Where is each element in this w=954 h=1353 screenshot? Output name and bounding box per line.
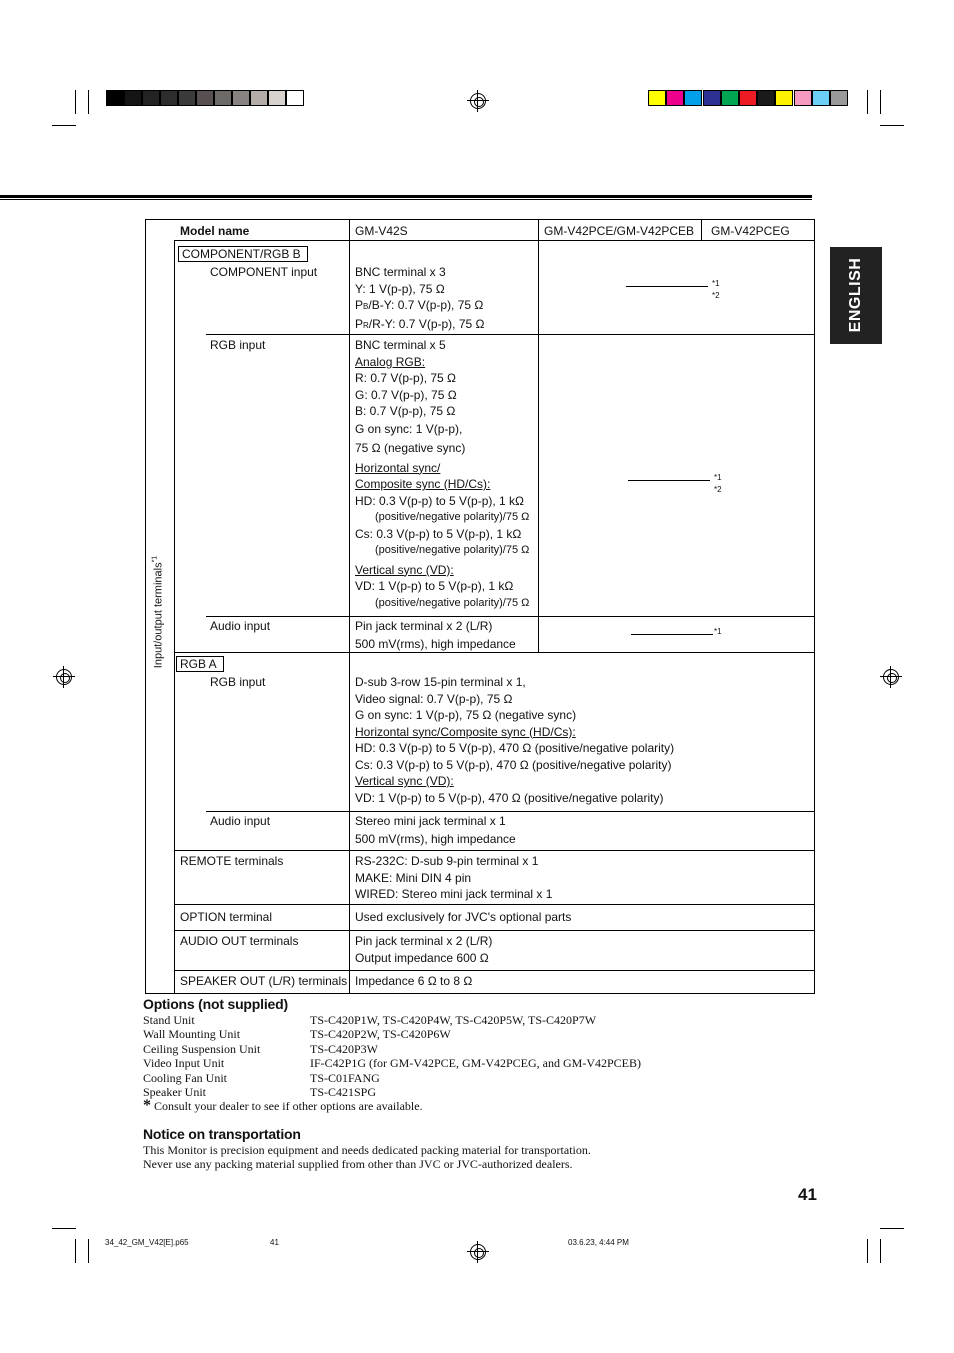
grayscale-swatch (250, 90, 268, 106)
options-list (143, 1013, 641, 1114)
option-label: OPTION terminal (180, 910, 273, 924)
transport-text: This Monitor is precision equipment and needs dedicated packing material for transportation. Never use any packing material supplied from other than JVC or JVC-authorized dealers. (143, 1143, 591, 1172)
note-rgb-b-2: *2 (714, 485, 722, 494)
grayscale-swatch (142, 90, 160, 106)
rgb-b-input-label: RGB input (210, 338, 266, 352)
note-component-1: *1 (712, 279, 720, 288)
header-model-name: Model name (180, 224, 250, 238)
rgb-a-spec: D-sub 3-row 15-pin terminal x 1, Video signal: 0.7 V(p-p), 75 Ω G on sync: 1 V(p-p), 75 Ω (negative sync) Horizontal sync/Composite sync (HD/Cs): HD: 0.3 V(p-p) to 5 V(p-p), 470 Ω (positive/negative polarity) Cs: 0.3 V(p-p) to 5 V(p-p), 470 Ω (positive/negative polarity) Vertical sync (VD): VD: 1 V(p-p) to 5 V(p-p), 470 Ω (positive/negative polarity) (355, 675, 675, 805)
grayscale-swatch (178, 90, 196, 106)
same-as-stub-rgb-b (628, 480, 710, 481)
grayscale-swatch (124, 90, 142, 106)
grayscale-swatch (214, 90, 232, 106)
vertical-label (152, 556, 165, 668)
rgb-a-label: RGB A (176, 656, 224, 673)
color-swatch (775, 90, 793, 106)
color-swatch (703, 90, 721, 106)
header-rule-thin (0, 199, 812, 200)
rgb-a-input-label: RGB input (210, 675, 266, 689)
audio-a-input-label: Audio input (210, 814, 271, 828)
footer-file: 34_42_GM_V42[E].p65 (105, 1238, 189, 1247)
color-swatch (812, 90, 830, 106)
color-swatch (794, 90, 812, 106)
audio-out-spec: Pin jack terminal x 2 (L/R) Output impedance 600 Ω (355, 934, 493, 965)
options-heading: Options (not supplied) (143, 996, 288, 1012)
registration-mark-left (56, 669, 72, 685)
options-footnote: * Consult your dealer to see if other options are available. (143, 1097, 423, 1115)
color-swatch (721, 90, 739, 106)
page-number: 41 (798, 1185, 817, 1204)
footer-date: 03.6.23, 4:44 PM (568, 1238, 629, 1247)
speaker-label: SPEAKER OUT (L/R) terminals (180, 974, 348, 988)
audio-b-input-label: Audio input (210, 619, 271, 633)
component-spec: BNC terminal x 3 Y: 1 V(p-p), 75 Ω PB/B-Y: 0.7 V(p-p), 75 Ω PR/R-Y: 0.7 V(p-p), 75 Ω (355, 265, 485, 331)
audio-out-label: AUDIO OUT terminals (180, 934, 299, 948)
footer-page: 41 (270, 1238, 279, 1247)
color-swatch (648, 90, 666, 106)
note-rgb-b-1: *1 (714, 473, 722, 482)
option-item: Cooling Fan Unit TS-C01FANG (143, 1070, 380, 1085)
grayscale-swatch (106, 90, 124, 106)
note-audio-b-1: *1 (714, 627, 722, 636)
color-swatch (757, 90, 775, 106)
note-component-2: *2 (712, 291, 720, 300)
grayscale-swatch (286, 90, 304, 106)
component-rgb-b-label: COMPONENT/RGB B (178, 246, 308, 263)
color-swatch (739, 90, 757, 106)
rgb-b-spec: BNC terminal x 5 Analog RGB: R: 0.7 V(p-p), 75 Ω G: 0.7 V(p-p), 75 Ω B: 0.7 V(p-p), 75 Ω G on sync: 1 V(p-p), 75 Ω (negative sync) Horizontal sync/ Composite sync (HD/Cs): HD: 0.3 V(p-p) to 5 V(p-p), 1 kΩ (positive/negative polarity)/75 Ω Cs: 0.3 V(p-p) to 5 V(p-p), 1 kΩ (positive/negative polarity)/75 Ω Vertical sync (VD): VD: 1 V(p-p) to 5 V(p-p), 1 kΩ (positive/negative polarity)/75 Ω (355, 338, 530, 609)
grayscale-swatch (232, 90, 250, 106)
option-item: Speaker Unit TS-C421SPG (143, 1085, 377, 1100)
header-gm-v42pceg: GM-V42PCEG (711, 224, 790, 238)
option-item: Video Input Unit IF-C42P1G (for GM-V42PCE, GM-V42PCEG, and GM-V42PCEB) (143, 1056, 642, 1071)
option-spec: Used exclusively for JVC's optional parts (355, 910, 572, 924)
option-item: Wall Mounting Unit TS-C420P2W, TS-C420P6W (143, 1027, 451, 1042)
header-rule (0, 195, 812, 198)
audio-a-spec: Stereo mini jack terminal x 1 500 mV(rms), high impedance (355, 814, 516, 846)
component-input-label: COMPONENT input (210, 265, 318, 279)
remote-spec: RS-232C: D-sub 9-pin terminal x 1 MAKE: Mini DIN 4 pin WIRED: Stereo mini jack terminal x 1 (355, 854, 553, 901)
registration-mark-right (883, 669, 899, 685)
same-as-stub-component (626, 286, 708, 287)
registration-mark-top (470, 93, 486, 109)
grayscale-swatch (196, 90, 214, 106)
header-gm-v42s: GM-V42S (355, 224, 408, 238)
language-tab (830, 247, 882, 344)
color-swatch (684, 90, 702, 106)
color-swatch (666, 90, 684, 106)
color-swatch (830, 90, 848, 106)
audio-b-spec: Pin jack terminal x 2 (L/R) 500 mV(rms), high impedance (355, 619, 516, 651)
option-item: Stand Unit TS-C420P1W, TS-C420P4W, TS-C420P5W, TS-C420P7W (143, 1013, 597, 1027)
header-gm-v42pce: GM-V42PCE/GM-V42PCEB (544, 224, 695, 238)
grayscale-swatch (268, 90, 286, 106)
registration-mark-bottom (470, 1244, 486, 1260)
vertical-label-text: Input/output terminals (152, 562, 165, 669)
same-as-stub-audio-b (631, 634, 713, 635)
remote-label: REMOTE terminals (180, 854, 284, 868)
option-item: Ceiling Suspension Unit TS-C420P3W (143, 1041, 379, 1056)
vertical-label-sup: *1 (151, 555, 159, 563)
speaker-spec: Impedance 6 Ω to 8 Ω (355, 974, 473, 988)
grayscale-swatch (160, 90, 178, 106)
transport-heading: Notice on transportation (143, 1126, 301, 1142)
language-tab-label: ENGLISH (847, 257, 864, 333)
